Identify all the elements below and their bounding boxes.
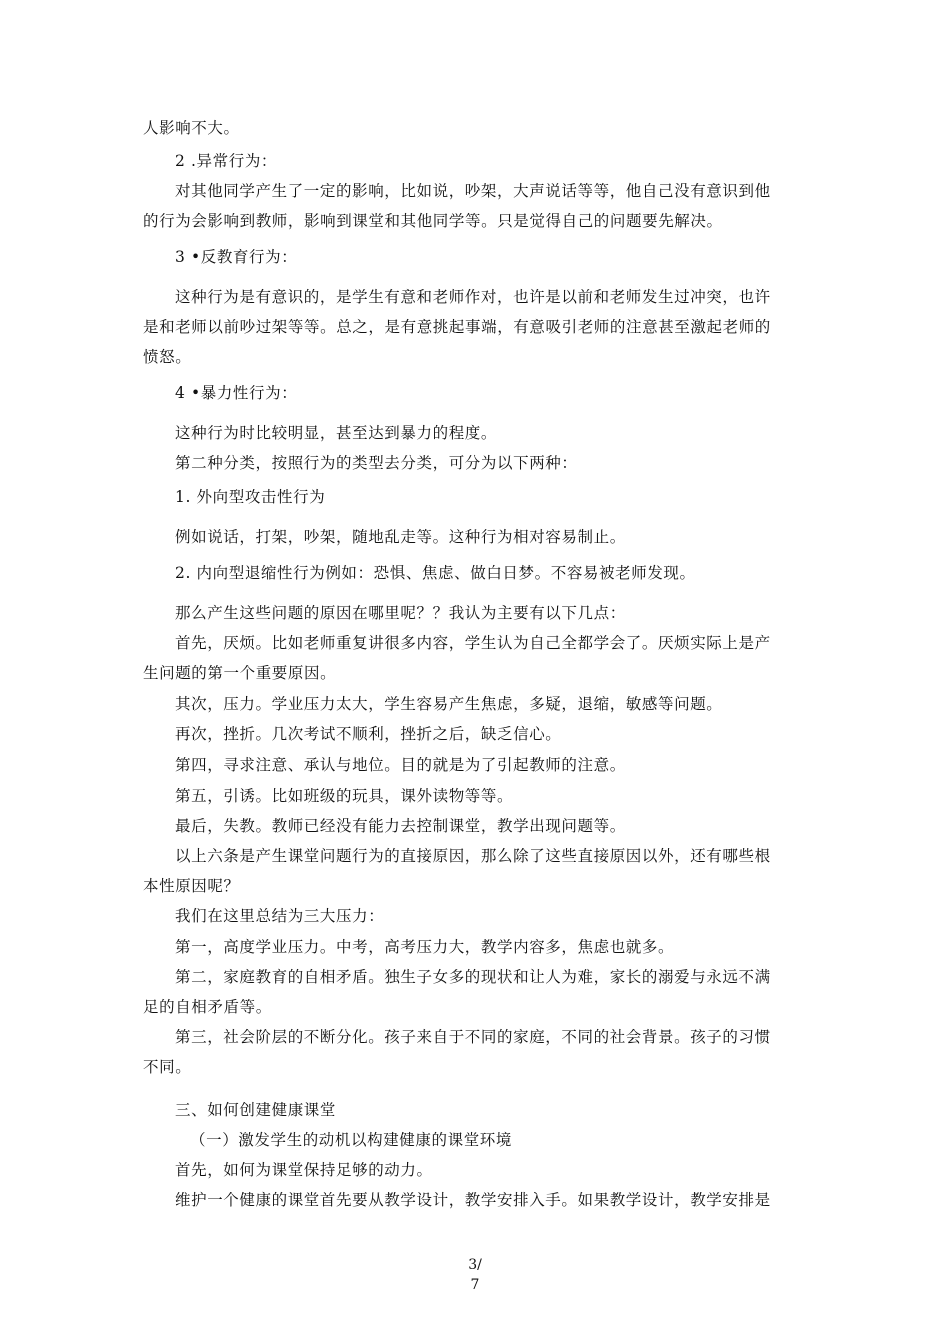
text-line: 对其他同学产生了一定的影响，比如说，吵架，大声说话等等，他自己没有意识到他: [175, 182, 771, 200]
list-heading: 3 •反教育行为：: [175, 248, 298, 266]
text-line: 第二，家庭教育的自相矛盾。独生子女多的现状和让人为难，家长的溺爱与永远不满: [175, 968, 771, 986]
section-heading: 三、如何创建健康课堂: [175, 1101, 337, 1119]
text-line: 这种行为是有意识的，是学生有意和老师作对，也许是以前和老师发生过冲突，也许: [175, 288, 771, 306]
text-line: 例如说话，打架，吵架，随地乱走等。这种行为相对容易制止。: [175, 528, 626, 546]
text-line: 这种行为时比较明显，甚至达到暴力的程度。: [175, 424, 498, 442]
text-line: 足的自相矛盾等。: [143, 998, 272, 1016]
text-line: 是和老师以前吵过架等等。总之，是有意挑起事端，有意吸引老师的注意甚至激起老师的: [143, 318, 771, 336]
text-line: 首先，如何为课堂保持足够的动力。: [175, 1161, 433, 1179]
text-line: 第五，引诱。比如班级的玩具，课外读物等等。: [175, 787, 514, 805]
text-line: 我们在这里总结为三大压力：: [175, 907, 385, 925]
text-line: 以上六条是产生课堂问题行为的直接原因，那么除了这些直接原因以外，还有哪些根: [175, 847, 771, 865]
text-line: 第一，高度学业压力。中考，高考压力大，教学内容多，焦虑也就多。: [175, 938, 675, 956]
list-heading: 2 .异常行为：: [175, 152, 278, 170]
text-line: 不同。: [143, 1058, 192, 1076]
text-line: 生问题的第一个重要原因。: [143, 664, 337, 682]
text-line: 那么产生这些问题的原因在哪里呢？？我认为主要有以下几点：: [175, 604, 626, 622]
list-heading: 2. 内向型退缩性行为例如：恐惧、焦虑、做白日梦。不容易被老师发现。: [175, 564, 696, 582]
list-heading: 4 •暴力性行为：: [175, 384, 298, 402]
text-line: 第二种分类，按照行为的类型去分类，可分为以下两种：: [175, 454, 578, 472]
text-line: 维护一个健康的课堂首先要从教学设计，教学安排入手。如果教学设计，教学安排是: [175, 1191, 771, 1209]
subsection-heading: （一）激发学生的动机以构建健康的课堂环境: [190, 1131, 513, 1149]
text-line: 人影响不大。: [143, 119, 240, 137]
page-number: 3/: [468, 1257, 482, 1273]
text-line: 本性原因呢？: [143, 877, 240, 895]
text-line: 第三，社会阶层的不断分化。孩子来自于不同的家庭，不同的社会背景。孩子的习惯: [175, 1028, 771, 1046]
text-line: 愤怒。: [143, 348, 192, 366]
list-heading: 1. 外向型攻击性行为: [175, 488, 326, 506]
text-line: 的行为会影响到教师，影响到课堂和其他同学等。只是觉得自己的问题要先解决。: [143, 212, 723, 230]
text-line: 其次，压力。学业压力太大，学生容易产生焦虑，多疑，退缩，敏感等问题。: [175, 695, 723, 713]
text-line: 第四，寻求注意、承认与地位。目的就是为了引起教师的注意。: [175, 756, 626, 774]
text-line: 再次，挫折。几次考试不顺利，挫折之后，缺乏信心。: [175, 725, 562, 743]
text-line: 最后，失教。教师已经没有能力去控制课堂，教学出现问题等。: [175, 817, 626, 835]
page-total: 7: [470, 1277, 480, 1293]
text-line: 首先，厌烦。比如老师重复讲很多内容，学生认为自己全都学会了。厌烦实际上是产: [175, 634, 771, 652]
